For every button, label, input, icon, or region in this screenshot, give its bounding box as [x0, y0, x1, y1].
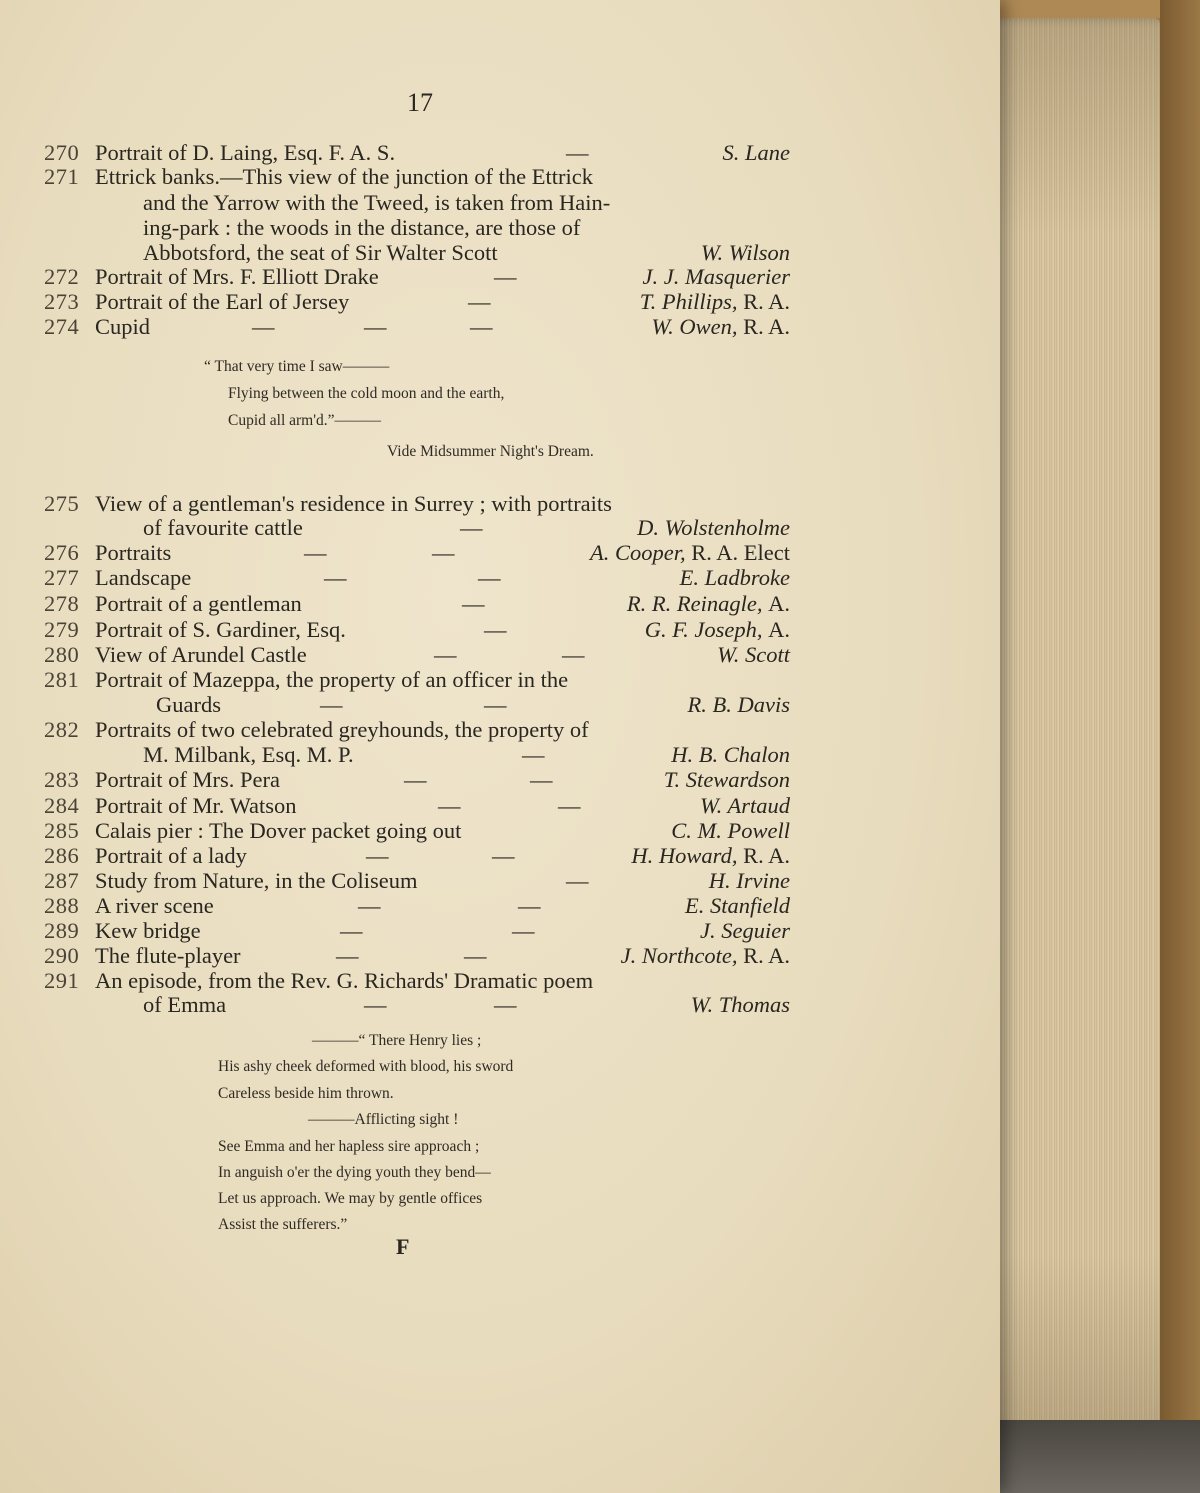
artist-rank: R. A.: [743, 843, 790, 868]
dash-separator: —: [484, 617, 507, 642]
dash-separator: —: [492, 843, 515, 868]
entry-title: View of Arundel Castle: [95, 642, 307, 667]
dash-separator: —: [512, 918, 535, 943]
entry-number: 289: [44, 918, 80, 943]
artist-name: J. J. Masquerier: [642, 264, 790, 289]
dash-separator: —: [478, 565, 501, 590]
entry-artist: [685, 893, 790, 919]
artist-name: H. Irvine: [708, 868, 790, 893]
artist-name: H. Howard,: [631, 843, 738, 868]
dash-separator: —: [530, 767, 553, 792]
dash-separator: —: [562, 642, 585, 667]
artist-name: J. Northcote,: [620, 943, 738, 968]
background-surface: [980, 1420, 1200, 1493]
artist-name: A. Cooper,: [590, 540, 686, 565]
dash-separator: —: [434, 642, 457, 667]
entry-artist: [701, 240, 790, 266]
entry-title: A river scene: [95, 893, 214, 918]
entry-title: Kew bridge: [95, 918, 201, 943]
quote-line: ———“ There Henry lies ;: [312, 1032, 482, 1049]
artist-name: G. F. Joseph,: [644, 617, 763, 642]
artist-rank: R. A.: [743, 314, 790, 339]
artist-rank: R. A.: [743, 943, 790, 968]
catalogue-entry-277: [0, 565, 1000, 593]
entry-number: 286: [44, 843, 80, 868]
entry-title-line: Abbotsford, the seat of Sir Walter Scott: [143, 240, 498, 265]
dash-separator: —: [404, 767, 427, 792]
quote-line: His ashy cheek deformed with blood, his sword: [218, 1058, 514, 1075]
signature-mark: F: [396, 1234, 410, 1259]
entry-title: Study from Nature, in the Coliseum: [95, 868, 418, 893]
entry-artist: [700, 918, 790, 944]
catalogue-entry-289: [0, 918, 1000, 946]
catalogue-entry-280: [0, 642, 1000, 670]
quote-line: Let us approach. We may by gentle offices: [218, 1190, 483, 1207]
catalogue-entry-287: [0, 868, 1000, 896]
entry-artist: [723, 140, 791, 166]
entry-continuation: [0, 742, 1000, 770]
catalogue-entry-284: [0, 793, 1000, 821]
dash-separator: —: [566, 140, 589, 165]
entry-number: 278: [44, 591, 80, 616]
entry-artist: [671, 742, 790, 768]
dash-separator: —: [494, 992, 517, 1017]
artist-name: S. Lane: [722, 140, 790, 165]
page-number: 17: [407, 88, 433, 117]
dash-separator: —: [470, 314, 493, 339]
catalogue-entry-276: [0, 540, 1000, 568]
quote-line: ———Afflicting sight !: [308, 1111, 459, 1128]
dash-separator: —: [304, 540, 327, 565]
entry-title: Ettrick banks.—This view of the junction of the Ettrick: [95, 164, 594, 189]
entry-title: Portrait of Mazeppa, the property of an officer in the: [95, 667, 569, 692]
quote-line: See Emma and her hapless sire approach ;: [218, 1138, 480, 1155]
artist-name: C. M. Powell: [671, 818, 790, 843]
entry-number: 291: [44, 968, 80, 993]
dash-separator: —: [340, 918, 363, 943]
artist-name: W. Wilson: [700, 240, 790, 265]
artist-name: W. Scott: [717, 642, 790, 667]
dash-separator: —: [522, 742, 545, 767]
entry-number: 274: [44, 314, 80, 339]
entry-number: 279: [44, 617, 80, 642]
artist-name: E. Stanfield: [685, 893, 790, 918]
entry-number: 287: [44, 868, 80, 893]
catalogue-entry-273: [0, 289, 1000, 317]
quote-line: In anguish o'er the dying youth they bend—: [218, 1164, 491, 1181]
entry-artist: [717, 642, 790, 668]
entry-title: Portrait of Mrs. F. Elliott Drake: [95, 264, 379, 289]
entry-artist: [664, 767, 790, 793]
entry-artist: [691, 992, 790, 1018]
entry-number: 285: [44, 818, 80, 843]
entry-title: Portrait of a lady: [95, 843, 247, 868]
catalogue-entry-285: [0, 818, 1000, 846]
page-edges: [985, 18, 1160, 1473]
entry-artist: [643, 264, 790, 290]
entry-title: Calais pier : The Dover packet going out: [95, 818, 462, 843]
entry-continuation: [0, 190, 1000, 218]
entry-artist: [621, 943, 790, 969]
catalogue-entry-272: [0, 264, 1000, 292]
artist-name: E. Ladbroke: [679, 565, 790, 590]
artist-name: W. Thomas: [690, 992, 790, 1017]
dash-separator: —: [494, 264, 517, 289]
entry-title-line: Guards: [156, 692, 221, 717]
entry-number: 273: [44, 289, 80, 314]
entry-number: 281: [44, 667, 80, 692]
dash-separator: —: [358, 893, 381, 918]
entry-title-line: and the Yarrow with the Tweed, is taken from Hain-: [143, 190, 611, 215]
entry-title: The flute-player: [95, 943, 241, 968]
entry-artist: [640, 289, 790, 315]
catalogue-entry-274: [0, 314, 1000, 342]
entry-title: Portrait of S. Gardiner, Esq.: [95, 617, 346, 642]
catalogue-entry-271: [0, 164, 1000, 192]
quote-line: “ That very time I saw———: [204, 358, 390, 375]
entry-title-line: ing-park : the woods in the distance, are those of: [143, 215, 581, 240]
dash-separator: —: [252, 314, 275, 339]
entry-title: Portraits of two celebrated greyhounds, the property of: [95, 717, 589, 742]
entry-continuation: [0, 992, 1000, 1020]
entry-artist: [671, 818, 790, 844]
artist-name: J. Seguier: [700, 918, 790, 943]
entry-number: 271: [44, 164, 80, 189]
artist-name: D. Wolstenholme: [637, 515, 790, 540]
entry-title: An episode, from the Rev. G. Richards' Dramatic poem: [95, 968, 594, 993]
quote-line: Cupid all arm'd.”———: [228, 412, 382, 429]
catalogue-entry-290: [0, 943, 1000, 971]
entry-artist: [700, 793, 790, 819]
artist-name: R. B. Davis: [687, 692, 790, 717]
dash-separator: —: [366, 843, 389, 868]
entry-artist: [627, 591, 790, 617]
entry-number: 282: [44, 717, 80, 742]
entry-continuation: [0, 692, 1000, 720]
quote-line: Flying between the cold moon and the earth,: [228, 385, 505, 402]
entry-number: 288: [44, 893, 80, 918]
entry-number: 277: [44, 565, 80, 590]
dash-separator: —: [336, 943, 359, 968]
quote-line: Careless beside him thrown.: [218, 1085, 394, 1102]
entry-artist: [651, 314, 790, 340]
artist-name: W. Artaud: [699, 793, 790, 818]
catalogue-entry-288: [0, 893, 1000, 921]
entry-artist: [680, 565, 790, 591]
artist-name: T. Phillips,: [639, 289, 738, 314]
entry-title-line: of favourite cattle: [143, 515, 303, 540]
catalogue-entry-281: [0, 667, 1000, 695]
artist-rank: A.: [768, 617, 790, 642]
entry-title: Portrait of Mr. Watson: [95, 793, 297, 818]
artist-name: H. B. Chalon: [671, 742, 790, 767]
entry-artist: [645, 617, 790, 643]
entry-title: View of a gentleman's residence in Surrey ; with portraits: [95, 491, 612, 516]
dash-separator: —: [364, 314, 387, 339]
dash-separator: —: [462, 591, 485, 616]
entry-number: 290: [44, 943, 80, 968]
entry-number: 280: [44, 642, 80, 667]
entry-title: Portraits: [95, 540, 172, 565]
artist-name: T. Stewardson: [663, 767, 790, 792]
catalogue-entry-279: [0, 617, 1000, 645]
entry-artist: [709, 868, 790, 894]
dash-separator: —: [558, 793, 581, 818]
entry-artist: [590, 540, 790, 566]
entry-number: 270: [44, 140, 80, 165]
artist-name: R. R. Reinagle,: [626, 591, 763, 616]
catalogue-entry-278: [0, 591, 1000, 619]
entry-number: 272: [44, 264, 80, 289]
cover-edge: [1160, 0, 1200, 1493]
dash-separator: —: [438, 793, 461, 818]
entry-title: Portrait of D. Laing, Esq. F. A. S.: [95, 140, 396, 165]
entry-title-line: M. Milbank, Esq. M. P.: [143, 742, 354, 767]
dash-separator: —: [320, 692, 343, 717]
artist-rank: R. A. Elect: [691, 540, 790, 565]
catalogue-entry-282: [0, 717, 1000, 745]
entry-artist: [631, 843, 790, 869]
dash-separator: —: [364, 992, 387, 1017]
entry-number: 276: [44, 540, 80, 565]
dash-separator: —: [460, 515, 483, 540]
catalogue-entry-286: [0, 843, 1000, 871]
entry-number: 284: [44, 793, 80, 818]
catalogue-entry-283: [0, 767, 1000, 795]
dash-separator: —: [484, 692, 507, 717]
dash-separator: —: [468, 289, 491, 314]
artist-name: W. Owen,: [651, 314, 738, 339]
entry-number: 275: [44, 491, 80, 516]
entry-continuation: [0, 515, 1000, 543]
dash-separator: —: [432, 540, 455, 565]
entry-number: 283: [44, 767, 80, 792]
quote-line: Assist the sufferers.”: [218, 1216, 348, 1233]
entry-continuation: [0, 215, 1000, 243]
entry-title: Portrait of the Earl of Jersey: [95, 289, 350, 314]
artist-rank: R. A.: [743, 289, 790, 314]
artist-rank: A.: [768, 591, 790, 616]
entry-title: Landscape: [95, 565, 192, 590]
dash-separator: —: [324, 565, 347, 590]
dash-separator: —: [566, 868, 589, 893]
entry-title-line: of Emma: [143, 992, 227, 1017]
entry-artist: [637, 515, 790, 541]
entry-artist: [688, 692, 790, 718]
entry-title: Portrait of a gentleman: [95, 591, 302, 616]
dash-separator: —: [518, 893, 541, 918]
entry-title: Portrait of Mrs. Pera: [95, 767, 280, 792]
entry-title: Cupid: [95, 314, 151, 339]
dash-separator: —: [464, 943, 487, 968]
quote-source: Vide Midsummer Night's Dream.: [387, 443, 594, 460]
